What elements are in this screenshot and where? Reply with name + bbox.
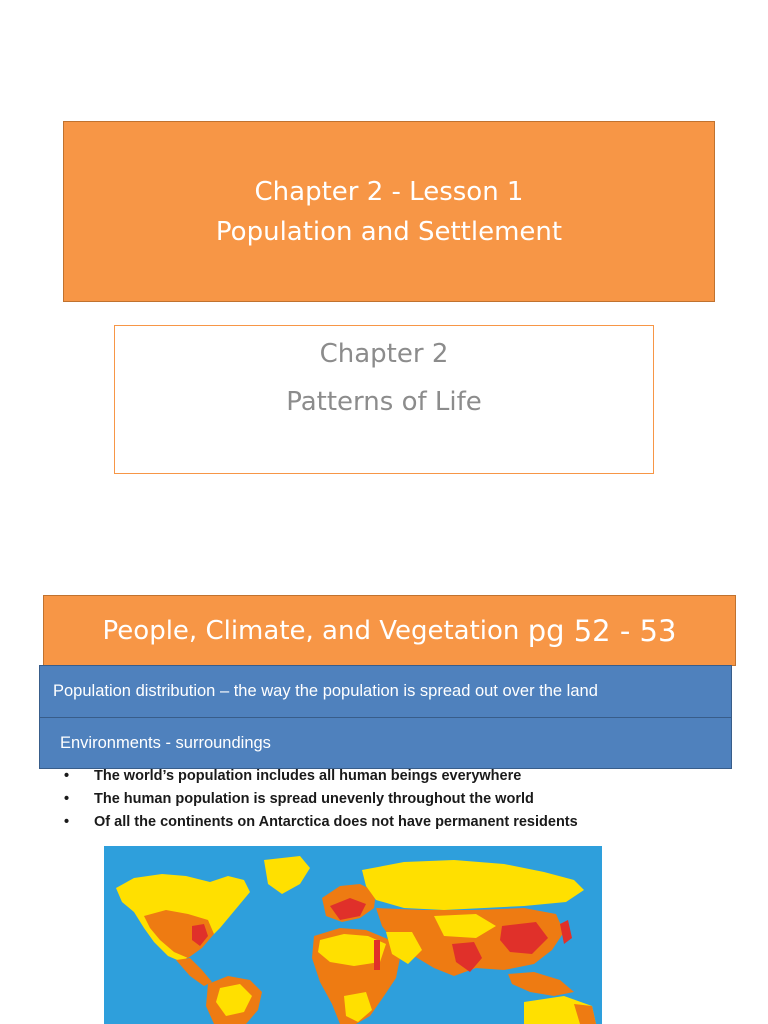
bullet-text: The world’s population includes all human beings everywhere xyxy=(94,767,522,784)
lesson-title-box xyxy=(63,121,715,302)
environments-text: Environments - surroundings xyxy=(60,733,271,752)
section-header-title: People, Climate, and Vegetation xyxy=(102,615,528,646)
world-map-graphic xyxy=(104,846,602,1024)
chapter-subtitle-box xyxy=(114,325,654,474)
list-item xyxy=(64,764,744,787)
section-header-pages: pg 52 - 53 xyxy=(527,613,677,648)
chapter-subtitle-line-2: Patterns of Life xyxy=(286,387,482,417)
bullet-marker: • xyxy=(64,813,70,830)
chapter-subtitle-line-1: Chapter 2 xyxy=(319,339,449,369)
environments-box xyxy=(39,717,732,769)
list-item xyxy=(64,810,744,833)
map-africa-nile xyxy=(374,940,380,970)
section-header xyxy=(43,595,736,666)
bullet-text: The human population is spread unevenly throughout the world xyxy=(94,790,534,807)
definition-box xyxy=(39,665,732,718)
definition-text: the way the population is spread out over the land xyxy=(233,682,598,700)
definition-dash: – xyxy=(215,682,234,700)
lesson-title-line-1: Chapter 2 - Lesson 1 xyxy=(254,176,524,207)
list-item xyxy=(64,787,744,810)
bullet-text: Of all the continents on Antarctica does not have permanent residents xyxy=(94,813,578,830)
bullet-marker: • xyxy=(64,790,70,807)
lesson-title-line-2: Population and Settlement xyxy=(215,216,563,247)
population-density-map xyxy=(104,846,602,1024)
bullet-list xyxy=(64,764,744,833)
definition-term: Population distribution xyxy=(53,682,216,700)
bullet-marker: • xyxy=(64,767,70,784)
